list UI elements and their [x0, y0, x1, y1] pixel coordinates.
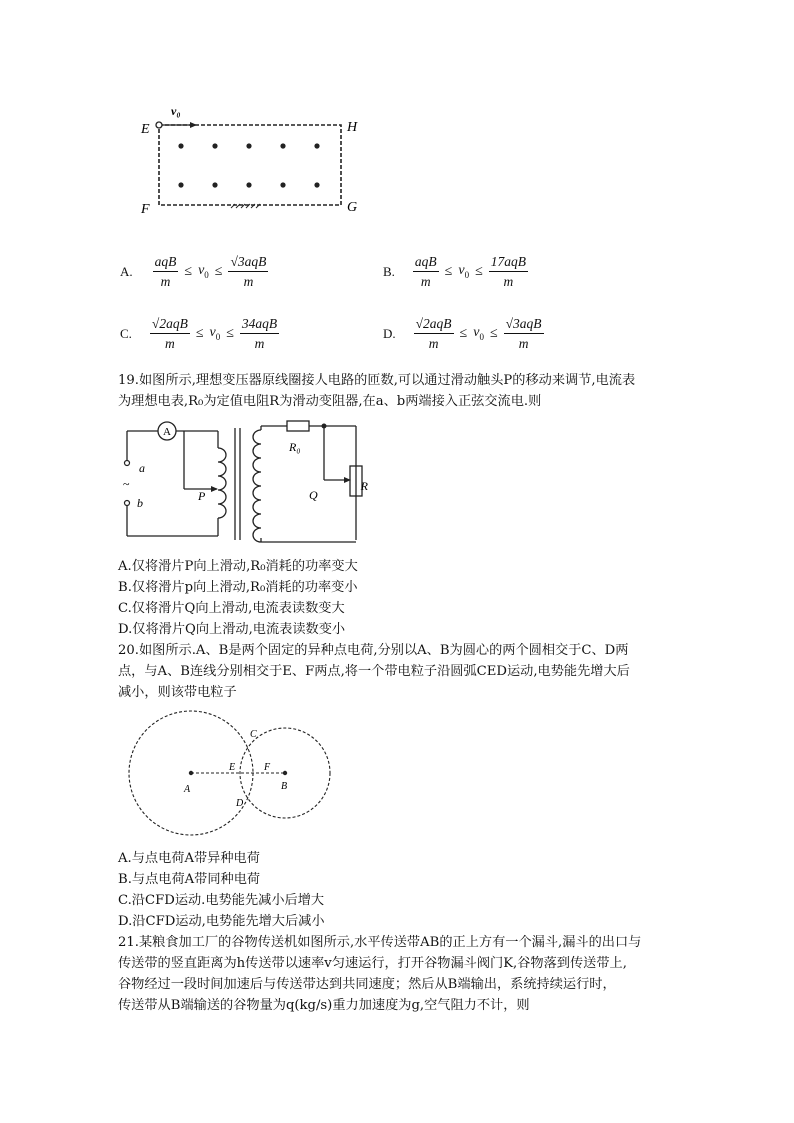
- denominator: m: [165, 335, 175, 351]
- charge-a-label: A: [184, 784, 191, 795]
- v-letter: v: [473, 325, 480, 341]
- fraction: [489, 254, 528, 289]
- numerator: √3aqB: [504, 316, 544, 334]
- v-sub: 0: [215, 331, 221, 342]
- slider-p-label: P: [198, 489, 206, 503]
- option-letter: C.: [120, 325, 132, 341]
- le-sign: ≤: [226, 325, 234, 341]
- point-g-label: G: [347, 200, 358, 215]
- numerator: √2aqB: [150, 316, 190, 334]
- denominator: m: [420, 273, 431, 289]
- fraction: [413, 254, 439, 289]
- fraction: [153, 254, 179, 289]
- le-sign: ≤: [489, 325, 498, 341]
- fraction: [240, 316, 279, 351]
- v-sub: 0: [464, 269, 470, 280]
- denominator: m: [243, 273, 254, 289]
- denominator: m: [428, 335, 439, 351]
- v0-symbol: [198, 263, 209, 280]
- option-letter: B.: [383, 263, 395, 279]
- v0-symbol: [458, 263, 469, 280]
- q20-stem-line-3: 减小，则该带电粒子: [118, 685, 237, 700]
- q20-stem-line-2: 点，与A、B连线分别相交于E、F两点,将一个带电粒子沿圆弧CED运动,电势能先增大后: [118, 664, 630, 679]
- v-letter: v: [458, 263, 465, 279]
- numerator: √3aqB: [228, 254, 268, 272]
- v0-symbol: [210, 325, 221, 342]
- v0-label: v₀: [171, 104, 181, 118]
- q19-option-a[interactable]: A.仅将滑片P向上滑动,R₀消耗的功率变大: [118, 559, 358, 574]
- q19-option-d[interactable]: D.仅将滑片Q向上滑动,电流表读数变小: [118, 622, 346, 637]
- numerator: 34aqB: [240, 316, 279, 334]
- fraction: [228, 254, 268, 289]
- q20-option-a[interactable]: A.与点电荷A带异种电荷: [118, 851, 260, 866]
- fraction: [414, 316, 454, 351]
- point-d-label: D: [236, 798, 244, 809]
- point-e-label: E: [141, 122, 150, 137]
- q20-option-b[interactable]: B.与点电荷A带同种电荷: [118, 872, 261, 887]
- le-sign: ≤: [195, 325, 204, 341]
- ammeter-label: A: [163, 426, 171, 438]
- transformer-circuit-figure: [118, 418, 368, 546]
- numerator: √2aqB: [414, 316, 454, 334]
- v0-symbol: [473, 325, 484, 342]
- point-c-label: C: [250, 729, 257, 740]
- q21-stem-line-4: 传送带从B端输送的谷物量为q(kg/s)重力加速度为g,空气阻力不计，则: [118, 998, 530, 1013]
- q18-option-b[interactable]: [383, 254, 528, 289]
- numerator: aqB: [413, 254, 439, 272]
- point-h-label: H: [347, 120, 358, 135]
- q21-stem-line-1: 21.某粮食加工厂的谷物传送机如图所示,水平传送带AB的正上方有一个漏斗,漏斗的出口与: [118, 935, 642, 950]
- point-f-label: F: [264, 762, 271, 773]
- le-sign: ≤: [444, 263, 453, 279]
- ac-source-symbol: ~: [123, 477, 130, 491]
- le-sign: ≤: [214, 263, 223, 279]
- q21-stem-line-3: 谷物经过一段时间加速后与传送带达到共同速度；然后从B端输出，系统持续运行时，: [118, 977, 616, 992]
- q19-stem-line-2: 为理想电表,R₀为定值电阻R为滑动变阻器,在a、b两端接入正弦交流电.则: [118, 394, 542, 409]
- option-letter: D.: [383, 325, 396, 341]
- denominator: m: [503, 273, 514, 289]
- q20-stem-line-1: 20.如图所示.A、B是两个固定的异种点电荷,分别以A、B为圆心的两个圆相交于C、D两: [118, 643, 629, 658]
- fraction: [150, 316, 190, 351]
- terminal-b-label: b: [137, 496, 143, 510]
- terminal-a-label: a: [139, 461, 145, 475]
- point-e-label: E: [229, 762, 236, 773]
- q21-stem-line-2: 传送带的竖直距离为h传送带以速率v匀速运行，打开谷物漏斗阀门K,谷物落到传送带上,: [118, 956, 627, 971]
- q18-option-d[interactable]: [383, 316, 544, 351]
- numerator: aqB: [153, 254, 179, 272]
- q19-option-c[interactable]: C.仅将滑片Q向上滑动,电流表读数变大: [118, 601, 345, 616]
- slider-q-label: Q: [309, 488, 318, 502]
- denominator: m: [518, 335, 529, 351]
- q18-option-a[interactable]: [120, 254, 268, 289]
- q20-option-c[interactable]: C.沿CFD运动.电势能先减小后增大: [118, 893, 325, 908]
- v-letter: v: [209, 325, 216, 341]
- denominator: m: [160, 273, 171, 289]
- le-sign: ≤: [459, 325, 468, 341]
- le-sign: ≤: [475, 263, 483, 279]
- numerator: 17aqB: [489, 254, 528, 272]
- q20-option-d[interactable]: D.沿CFD运动,电势能先增大后减小: [118, 914, 325, 929]
- option-letter: A.: [120, 263, 133, 279]
- q19-option-b[interactable]: B.仅将滑片p向上滑动,R₀消耗的功率变小: [118, 580, 358, 595]
- v-sub: 0: [479, 331, 484, 342]
- charge-b-label: B: [281, 781, 288, 792]
- v-letter: v: [198, 263, 205, 279]
- fraction: [504, 316, 544, 351]
- resistor-r0-label: R₀: [289, 440, 301, 454]
- q19-stem-line-1: 19.如图所示,理想变压器原线圈接人电路的匝数,可以通过滑动触头P的移动来调节,电流表: [118, 373, 636, 388]
- two-circles-figure: [118, 706, 343, 841]
- q18-option-c[interactable]: [120, 316, 279, 351]
- denominator: m: [254, 335, 265, 351]
- v-sub: 0: [204, 269, 209, 280]
- point-f-label: F: [141, 202, 150, 217]
- rheostat-r-label: R: [360, 479, 368, 493]
- le-sign: ≤: [184, 263, 193, 279]
- magnetic-field-figure: [135, 95, 375, 220]
